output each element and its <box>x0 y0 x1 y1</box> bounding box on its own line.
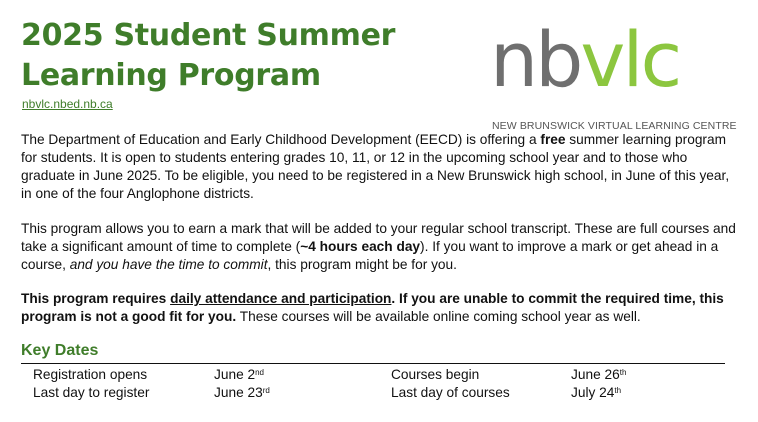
key-dates-row <box>33 384 713 402</box>
details-text-1: This program allows you to earn a mark that will be added to your regular school transcript. These are full courses and take a significant amount of time to complete ( <box>21 221 736 254</box>
key-dates-divider <box>21 363 725 364</box>
page-title <box>21 16 395 96</box>
requirement-bold-2: . If you are unable to commit the required time, this program is not a good fit for you. <box>21 291 724 324</box>
date-suffix: nd <box>255 368 265 377</box>
requirement-paragraph <box>21 290 736 326</box>
logo-subtitle: NEW BRUNSWICK VIRTUAL LEARNING CENTRE <box>492 120 737 132</box>
details-text-2: ). If you want to improve a mark or get ahead in a course, <box>21 239 719 272</box>
title-line-2: Learning Program <box>21 58 321 93</box>
logo-nb: nb <box>490 15 581 104</box>
key-dates-table <box>33 366 713 402</box>
details-hours-bold: ~4 hours each day <box>300 239 421 254</box>
key-dates-row <box>33 366 713 384</box>
requirement-bold-1: This program requires <box>21 291 171 306</box>
date-value-text: June 2 <box>214 367 256 382</box>
date-suffix: th <box>619 368 627 377</box>
details-text-3: , this program might be for you. <box>267 257 457 272</box>
date-value-text: June 23 <box>214 385 263 400</box>
date-suffix: th <box>614 386 622 395</box>
logo-wordmark <box>490 14 720 106</box>
date-label: Registration opens <box>33 367 148 382</box>
website-link[interactable]: nbvlc.nbed.nb.ca <box>22 97 113 111</box>
date-value <box>571 366 626 384</box>
details-paragraph <box>21 220 736 274</box>
logo-vlc: vlc <box>580 15 680 104</box>
requirement-normal: These courses will be available online coming school year as well. <box>236 309 641 324</box>
date-value <box>214 366 264 384</box>
date-value-text: June 26 <box>571 367 620 382</box>
intro-text-1: The Department of Education and Early Childhood Development (EECD) is offering a <box>21 132 541 147</box>
requirement-attendance: daily attendance and participation <box>170 291 392 306</box>
title-line-1: 2025 Student Summer <box>21 18 396 53</box>
date-value-text: July 24 <box>571 385 615 400</box>
date-label: Last day of courses <box>391 385 510 400</box>
date-label: Courses begin <box>391 367 480 382</box>
intro-paragraph <box>21 131 731 203</box>
intro-free-bold: free <box>540 132 566 147</box>
date-value <box>214 384 270 402</box>
intro-text-2: summer learning program for students. It is open to students entering grades 10, 11, or 12 in the upcoming school year and to those who graduate in June 2025. To be eligible, you need to be registered in a New Brunswick high school, in June of this year, in one of the four Anglophone districts. <box>21 132 730 201</box>
details-commit-italic: and you have the time to commit <box>69 257 268 272</box>
date-label: Last day to register <box>33 385 150 400</box>
nbvlc-logo <box>490 14 737 136</box>
date-suffix: rd <box>262 386 270 395</box>
key-dates-heading: Key Dates <box>21 342 99 359</box>
date-value <box>571 384 621 402</box>
